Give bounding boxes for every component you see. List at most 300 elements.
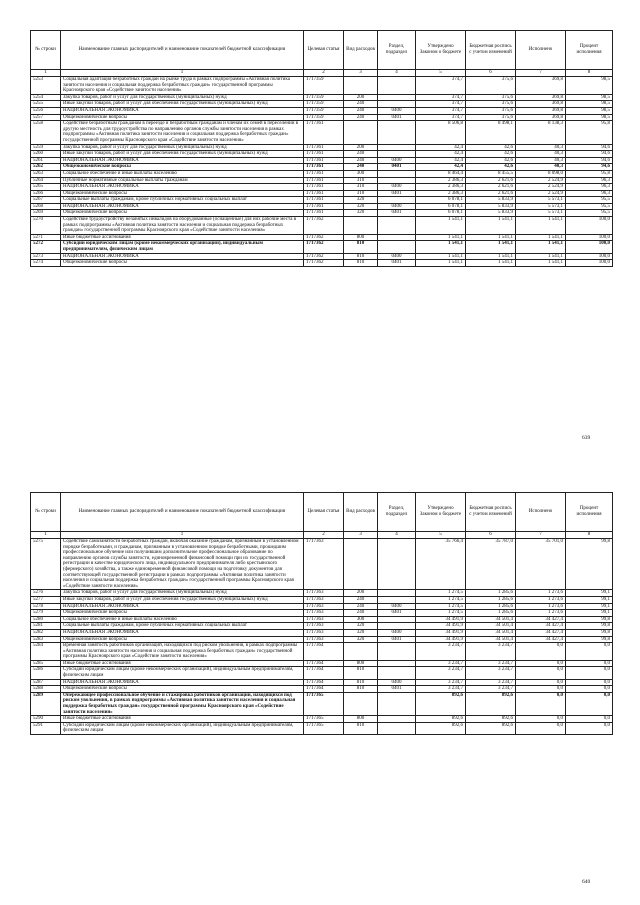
table-row: [31, 217, 613, 235]
name-cell: Социальное обеспечение и иные выплаты населению: [61, 616, 304, 623]
target-article-cell: 1717362: [304, 253, 344, 260]
percent-cell: 94,6: [566, 151, 613, 158]
percent-cell: 98,5: [566, 101, 613, 108]
name-cell: Общеэкономические вопросы: [61, 686, 304, 693]
budget-list-cell: 2 621,6: [466, 190, 516, 197]
table-row: [31, 164, 613, 171]
column-number-row: [31, 532, 613, 539]
table-row: [31, 679, 613, 686]
expense-type-cell: 240: [344, 610, 378, 617]
expense-type-cell: 320: [344, 210, 378, 217]
approved-cell: 1 274,5: [416, 610, 466, 617]
approved-cell: 42,4: [416, 164, 466, 171]
approved-cell: 42,4: [416, 144, 466, 151]
budget-list-cell: 34 501,4: [466, 623, 516, 630]
budget-list-cell: 8 455,5: [466, 170, 516, 177]
budget-list-cell: 1 541,1: [466, 253, 516, 260]
executed-cell: 1 541,1: [516, 217, 566, 235]
expense-type-cell: 310: [344, 190, 378, 197]
executed-cell: 40,3: [516, 151, 566, 158]
expense-type-cell: [344, 692, 378, 715]
row-number-cell: 5285: [31, 660, 61, 667]
expense-type-cell: 320: [344, 629, 378, 636]
percent-cell: 99,1: [566, 610, 613, 617]
name-cell: Общеэкономические вопросы: [61, 114, 304, 121]
column-number: 2: [304, 532, 344, 539]
row-number-cell: 5280: [31, 616, 61, 623]
page-number: 640: [582, 879, 591, 885]
approved-cell: 3 234,7: [416, 686, 466, 693]
table-row: [31, 660, 613, 667]
budget-list-cell: 5 833,9: [466, 203, 516, 210]
budget-list-cell: 1 285,6: [466, 603, 516, 610]
name-cell: НАЦИОНАЛЬНАЯ ЭКОНОМИКА: [61, 629, 304, 636]
header-budget-list: Бюджетная роспись с учетом изменений: [466, 31, 516, 70]
percent-cell: 98,5: [566, 77, 613, 95]
expense-type-cell: 320: [344, 197, 378, 204]
row-number-cell: 5266: [31, 190, 61, 197]
target-article-cell: 1717361: [304, 157, 344, 164]
table-row: [31, 94, 613, 101]
percent-cell: 0,0: [566, 686, 613, 693]
header-name: Наименование главных распорядителей и наименование показателей бюджетной классификации: [61, 493, 304, 532]
approved-cell: 892,6: [416, 716, 466, 723]
approved-cell: 42,4: [416, 157, 466, 164]
section-cell: [378, 596, 416, 603]
section-cell: 0400: [378, 184, 416, 191]
expense-type-cell: 320: [344, 636, 378, 643]
budget-list-cell: 3 234,7: [466, 643, 516, 661]
table-row: [31, 151, 613, 158]
target-article-cell: 1717363: [304, 539, 344, 590]
section-cell: [378, 716, 416, 723]
executed-cell: 369,8: [516, 94, 566, 101]
approved-cell: 1 274,5: [416, 603, 466, 610]
target-article-cell: 1717365: [304, 716, 344, 723]
approved-cell: 34 491,9: [416, 629, 466, 636]
approved-cell: 3 234,7: [416, 643, 466, 661]
section-cell: [378, 623, 416, 630]
column-number: 1: [61, 532, 304, 539]
column-number: 5: [416, 532, 466, 539]
percent-cell: 100,0: [566, 260, 613, 267]
approved-cell: 3 234,7: [416, 660, 466, 667]
executed-cell: 40,3: [516, 157, 566, 164]
table-row: [31, 722, 613, 734]
budget-list-cell: 375,6: [466, 114, 516, 121]
section-cell: 0400: [378, 203, 416, 210]
row-number-cell: 5272: [31, 241, 61, 253]
executed-cell: 40,3: [516, 144, 566, 151]
executed-cell: 1 273,6: [516, 603, 566, 610]
budget-list-cell: 8 498,1: [466, 121, 516, 144]
expense-type-cell: 240: [344, 603, 378, 610]
expense-type-cell: 310: [344, 177, 378, 184]
executed-cell: 5 573,1: [516, 203, 566, 210]
name-cell: Общеэкономические вопросы: [61, 260, 304, 267]
name-cell: НАЦИОНАЛЬНАЯ ЭКОНОМИКА: [61, 203, 304, 210]
row-number-cell: 5284: [31, 643, 61, 661]
percent-cell: 100,0: [566, 253, 613, 260]
table-row: [31, 629, 613, 636]
row-number-cell: 5268: [31, 203, 61, 210]
section-cell: 0401: [378, 610, 416, 617]
name-cell: Закупка товаров, работ и услуг для государственных (муниципальных) нужд: [61, 144, 304, 151]
approved-cell: 2 386,3: [416, 177, 466, 184]
target-article-cell: 1717359: [304, 101, 344, 108]
approved-cell: 2 386,3: [416, 190, 466, 197]
approved-cell: 1 541,1: [416, 234, 466, 241]
executed-cell: 1 541,1: [516, 253, 566, 260]
column-number: 4: [378, 532, 416, 539]
document-page-640: [0, 452, 640, 905]
percent-cell: 94,6: [566, 157, 613, 164]
expense-type-cell: 310: [344, 184, 378, 191]
executed-cell: 5 573,1: [516, 197, 566, 204]
table-row: [31, 170, 613, 177]
row-number-cell: 5255: [31, 101, 61, 108]
approved-cell: 6 078,1: [416, 203, 466, 210]
approved-cell: 1 541,1: [416, 241, 466, 253]
row-number-cell: 5279: [31, 610, 61, 617]
target-article-cell: 1717363: [304, 616, 344, 623]
target-article-cell: 1717362: [304, 241, 344, 253]
executed-cell: 1 273,6: [516, 596, 566, 603]
section-cell: 0400: [378, 253, 416, 260]
row-number-cell: 5257: [31, 114, 61, 121]
header-budget-list: Бюджетная роспись с учетом изменений: [466, 493, 516, 532]
column-number: 6: [466, 532, 516, 539]
row-number-cell: 5260: [31, 151, 61, 158]
executed-cell: 1 541,1: [516, 260, 566, 267]
table-row: [31, 623, 613, 630]
percent-cell: 0,0: [566, 667, 613, 679]
target-article-cell: 1717363: [304, 623, 344, 630]
expense-type-cell: [344, 121, 378, 144]
approved-cell: 1 541,1: [416, 217, 466, 235]
table-row: [31, 203, 613, 210]
name-cell: Закупка товаров, работ и услуг для государственных (муниципальных) нужд: [61, 94, 304, 101]
executed-cell: 0,0: [516, 660, 566, 667]
section-cell: 0400: [378, 603, 416, 610]
table-row: [31, 686, 613, 693]
expense-type-cell: 810: [344, 667, 378, 679]
budget-list-cell: 1 541,1: [466, 260, 516, 267]
name-cell: Субсидии юридическим лицам (кроме некоммерческих организаций), индивидуальным предпринимателям, физическим лицам: [61, 241, 304, 253]
target-article-cell: 1717364: [304, 660, 344, 667]
approved-cell: 34 491,9: [416, 616, 466, 623]
name-cell: Иные закупки товаров, работ и услуг для обеспечения государственных (муниципальных) нужд: [61, 101, 304, 108]
section-cell: [378, 144, 416, 151]
table-row: [31, 692, 613, 715]
approved-cell: 892,6: [416, 722, 466, 734]
table-row: [31, 616, 613, 623]
row-number-cell: 5287: [31, 679, 61, 686]
approved-cell: 892,6: [416, 692, 466, 715]
budget-list-cell: 42,6: [466, 151, 516, 158]
table-row: [31, 603, 613, 610]
percent-cell: 99,1: [566, 596, 613, 603]
section-cell: [378, 170, 416, 177]
table-row: [31, 121, 613, 144]
table-row: [31, 636, 613, 643]
executed-cell: 8 098,0: [516, 170, 566, 177]
approved-cell: 1 541,1: [416, 260, 466, 267]
row-number-cell: 5277: [31, 596, 61, 603]
budget-list-cell: 375,6: [466, 101, 516, 108]
section-cell: 0401: [378, 190, 416, 197]
name-cell: Опережающее профессиональное обучение и стажировка работников организаций, находящихся под риском увольнения, в рамках подпрограммы «Активная политика занятости населения и социальная поддержка безработных граждан» государственной программы Красноярского края «Содействие занятости населения»: [61, 692, 304, 715]
percent-cell: 98,5: [566, 94, 613, 101]
section-cell: [378, 217, 416, 235]
budget-list-cell: 42,6: [466, 164, 516, 171]
table-row: [31, 596, 613, 603]
executed-cell: 2 524,9: [516, 190, 566, 197]
row-number-cell: 5281: [31, 623, 61, 630]
budget-list-cell: 1 541,1: [466, 241, 516, 253]
budget-list-cell: 375,6: [466, 94, 516, 101]
row-number-cell: 5288: [31, 686, 61, 693]
section-cell: [378, 177, 416, 184]
table-row: [31, 184, 613, 191]
name-cell: Общеэкономические вопросы: [61, 164, 304, 171]
target-article-cell: 1717361: [304, 144, 344, 151]
percent-cell: 94,6: [566, 144, 613, 151]
expense-type-cell: 200: [344, 144, 378, 151]
table-row: [31, 107, 613, 114]
name-cell: Социальные выплаты гражданам, кроме публичных нормативных социальных выплат: [61, 623, 304, 630]
name-cell: Публичные нормативные социальные выплаты гражданам: [61, 177, 304, 184]
percent-cell: 95,5: [566, 210, 613, 217]
row-number-cell: 5271: [31, 234, 61, 241]
column-number: 3: [344, 532, 378, 539]
table-row: [31, 114, 613, 121]
target-article-cell: 1717361: [304, 121, 344, 144]
executed-cell: 1 541,1: [516, 241, 566, 253]
percent-cell: 99,1: [566, 590, 613, 597]
approved-cell: 8 506,8: [416, 121, 466, 144]
header-section: Раздел, подраздел: [378, 493, 416, 532]
budget-list-cell: 2 621,6: [466, 184, 516, 191]
name-cell: НАЦИОНАЛЬНАЯ ЭКОНОМИКА: [61, 253, 304, 260]
name-cell: Общеэкономические вопросы: [61, 190, 304, 197]
row-number-cell: 5261: [31, 157, 61, 164]
header-target-article: Целевая статья: [304, 493, 344, 532]
row-number-cell: 5290: [31, 716, 61, 723]
table-row: [31, 610, 613, 617]
executed-cell: 35 701,0: [516, 539, 566, 590]
header-expense-type: Вид расходов: [344, 493, 378, 532]
executed-cell: 40,3: [516, 164, 566, 171]
percent-cell: 95,5: [566, 203, 613, 210]
approved-cell: 42,4: [416, 151, 466, 158]
column-number: 4: [378, 70, 416, 77]
row-number-cell: 5264: [31, 177, 61, 184]
executed-cell: 0,0: [516, 716, 566, 723]
header-row-number: № строки: [31, 31, 61, 70]
approved-cell: 35 766,4: [416, 539, 466, 590]
expense-type-cell: 240: [344, 107, 378, 114]
column-number: 7: [516, 532, 566, 539]
approved-cell: 3 234,7: [416, 667, 466, 679]
percent-cell: 95,8: [566, 170, 613, 177]
percent-cell: 0,0: [566, 679, 613, 686]
executed-cell: 0,0: [516, 643, 566, 661]
target-article-cell: 1717365: [304, 722, 344, 734]
table-row: [31, 667, 613, 679]
section-cell: 0401: [378, 636, 416, 643]
budget-list-cell: 3 234,7: [466, 660, 516, 667]
row-number-cell: 5274: [31, 260, 61, 267]
expense-type-cell: 200: [344, 590, 378, 597]
row-number-cell: 5269: [31, 210, 61, 217]
section-cell: [378, 660, 416, 667]
expense-type-cell: 810: [344, 241, 378, 253]
budget-list-cell: 892,6: [466, 722, 516, 734]
section-cell: 0400: [378, 107, 416, 114]
row-number-cell: 5254: [31, 94, 61, 101]
header-name: Наименование главных распорядителей и наименование показателей бюджетной классификации: [61, 31, 304, 70]
budget-list-cell: 42,6: [466, 157, 516, 164]
percent-cell: 98,5: [566, 107, 613, 114]
approved-cell: 8 464,4: [416, 170, 466, 177]
approved-cell: 374,7: [416, 107, 466, 114]
name-cell: Содействие трудоустройству незанятых инвалидов на оборудованные (оснащенные) для них рабочие места в рамках подпрограммы «Активная политика занятости населения и социальная поддержка безработных граждан» государственной программы Красноярского края «Содействие занятости населения»: [61, 217, 304, 235]
expense-type-cell: 800: [344, 716, 378, 723]
table-row: [31, 177, 613, 184]
name-cell: Иные бюджетные ассигнования: [61, 234, 304, 241]
name-cell: Содействие самозанятости безработных граждан, включая оказание гражданам, признанным в установленном порядке безработными, и гражданам, признанным в установленном порядке безработными, прошедшим профессиональное обучение или получившим дополнительное профессиональное образование по направлению органов службы занятости, единовременной финансовой помощи при их государственной регистрации в качестве юридического лица, индивидуального предпринимателя либо крестьянского (фермерского) хозяйства, а также единовременной финансовой помощи на подготовку документов для соответствующей государственной регистрации в рамках подпрограммы «Активная политика занятости населения и социальная поддержка безработных граждан» государственной программы Красноярского края «Содействие занятости населения»: [61, 539, 304, 590]
header-executed: Исполнено: [516, 493, 566, 532]
percent-cell: 0,0: [566, 716, 613, 723]
executed-cell: 34 427,4: [516, 623, 566, 630]
name-cell: НАЦИОНАЛЬНАЯ ЭКОНОМИКА: [61, 184, 304, 191]
table-row: [31, 716, 613, 723]
name-cell: Иные бюджетные ассигнования: [61, 660, 304, 667]
target-article-cell: 1717364: [304, 686, 344, 693]
executed-cell: 1 273,6: [516, 590, 566, 597]
section-cell: [378, 234, 416, 241]
name-cell: Социальное обеспечение и иные выплаты населению: [61, 170, 304, 177]
target-article-cell: 1717363: [304, 610, 344, 617]
section-cell: [378, 539, 416, 590]
target-article-cell: 1717361: [304, 151, 344, 158]
table-row: [31, 197, 613, 204]
approved-cell: 374,7: [416, 77, 466, 95]
expense-type-cell: 240: [344, 164, 378, 171]
column-number: 1: [31, 532, 61, 539]
executed-cell: 0,0: [516, 667, 566, 679]
executed-cell: 369,8: [516, 107, 566, 114]
header-expense-type: Вид расходов: [344, 31, 378, 70]
percent-cell: 95,8: [566, 121, 613, 144]
column-number: 1: [31, 70, 61, 77]
target-article-cell: 1717364: [304, 667, 344, 679]
expense-type-cell: 320: [344, 203, 378, 210]
table-row: [31, 590, 613, 597]
target-article-cell: 1717359: [304, 77, 344, 95]
section-cell: [378, 101, 416, 108]
budget-list-cell: 375,6: [466, 107, 516, 114]
target-article-cell: 1717363: [304, 590, 344, 597]
budget-list-cell: 3 234,7: [466, 686, 516, 693]
target-article-cell: 1717365: [304, 692, 344, 715]
name-cell: Содействие безработным гражданам в переезде и безработным гражданам и членам их семей в переселении в другую местность для трудоустройства по направлению органов службы занятости населения в рамках подпрограммы «Активная политика занятости населения и социальная поддержка безработных граждан» государственной программы Красноярского края «Содействие занятости населения»: [61, 121, 304, 144]
percent-cell: 99,1: [566, 603, 613, 610]
budget-list-cell: 3 234,7: [466, 679, 516, 686]
expense-type-cell: [344, 643, 378, 661]
target-article-cell: 1717361: [304, 203, 344, 210]
executed-cell: 2 524,9: [516, 177, 566, 184]
section-cell: [378, 121, 416, 144]
approved-cell: 34 491,9: [416, 636, 466, 643]
name-cell: НАЦИОНАЛЬНАЯ ЭКОНОМИКА: [61, 107, 304, 114]
table-row: [31, 643, 613, 661]
column-number: 7: [516, 70, 566, 77]
name-cell: Временная занятость работников организаций, находящихся под риском увольнения, в рамках подпрограммы «Активная политика занятости населения и социальная поддержка безработных граждан» государственной программы Красноярского края «Содействие занятости населения»: [61, 643, 304, 661]
table-row: [31, 190, 613, 197]
section-cell: 0401: [378, 114, 416, 121]
target-article-cell: 1717361: [304, 197, 344, 204]
section-cell: [378, 643, 416, 661]
budget-list-cell: 34 501,4: [466, 636, 516, 643]
name-cell: Социальная адаптация безработных граждан на рынке труда в рамках подпрограммы «Активная политика занятости населения и социальная поддержка безработных граждан» государственной программы Красноярского края «Содействие занятости населения»: [61, 77, 304, 95]
approved-cell: 2 386,3: [416, 184, 466, 191]
target-article-cell: 1717363: [304, 603, 344, 610]
name-cell: Общеэкономические вопросы: [61, 210, 304, 217]
table-row: [31, 539, 613, 590]
expense-type-cell: 810: [344, 260, 378, 267]
row-number-cell: 5259: [31, 144, 61, 151]
name-cell: Социальные выплаты гражданам, кроме публичных нормативных социальных выплат: [61, 197, 304, 204]
target-article-cell: 1717361: [304, 190, 344, 197]
executed-cell: 0,0: [516, 679, 566, 686]
document-page-639: [0, 0, 640, 452]
percent-cell: 96,3: [566, 184, 613, 191]
expense-type-cell: 300: [344, 170, 378, 177]
approved-cell: 374,7: [416, 114, 466, 121]
name-cell: Общеэкономические вопросы: [61, 610, 304, 617]
section-cell: 0401: [378, 164, 416, 171]
target-article-cell: 1717361: [304, 177, 344, 184]
budget-list-cell: 1 285,6: [466, 596, 516, 603]
target-article-cell: 1717363: [304, 636, 344, 643]
column-number: 2: [304, 70, 344, 77]
percent-cell: 0,0: [566, 643, 613, 661]
section-cell: 0401: [378, 260, 416, 267]
budget-list-cell: 5 833,9: [466, 210, 516, 217]
column-number: 3: [344, 70, 378, 77]
row-number-cell: 5286: [31, 667, 61, 679]
target-article-cell: 1717361: [304, 184, 344, 191]
row-number-cell: 5278: [31, 603, 61, 610]
section-cell: 0400: [378, 157, 416, 164]
executed-cell: 0,0: [516, 722, 566, 734]
expense-type-cell: 240: [344, 157, 378, 164]
column-number: 6: [466, 70, 516, 77]
budget-list-cell: 3 234,7: [466, 667, 516, 679]
budget-list-cell: 34 501,4: [466, 629, 516, 636]
table-row: [31, 253, 613, 260]
percent-cell: 100,0: [566, 234, 613, 241]
name-cell: Закупка товаров, работ и услуг для государственных (муниципальных) нужд: [61, 590, 304, 597]
percent-cell: 99,8: [566, 623, 613, 630]
approved-cell: 34 491,9: [416, 623, 466, 630]
row-number-cell: 5273: [31, 253, 61, 260]
budget-list-cell: 892,6: [466, 716, 516, 723]
name-cell: Субсидии юридическим лицам (кроме некоммерческих организаций), индивидуальным предпринимателям, физическим лицам: [61, 667, 304, 679]
row-number-cell: 5275: [31, 539, 61, 590]
